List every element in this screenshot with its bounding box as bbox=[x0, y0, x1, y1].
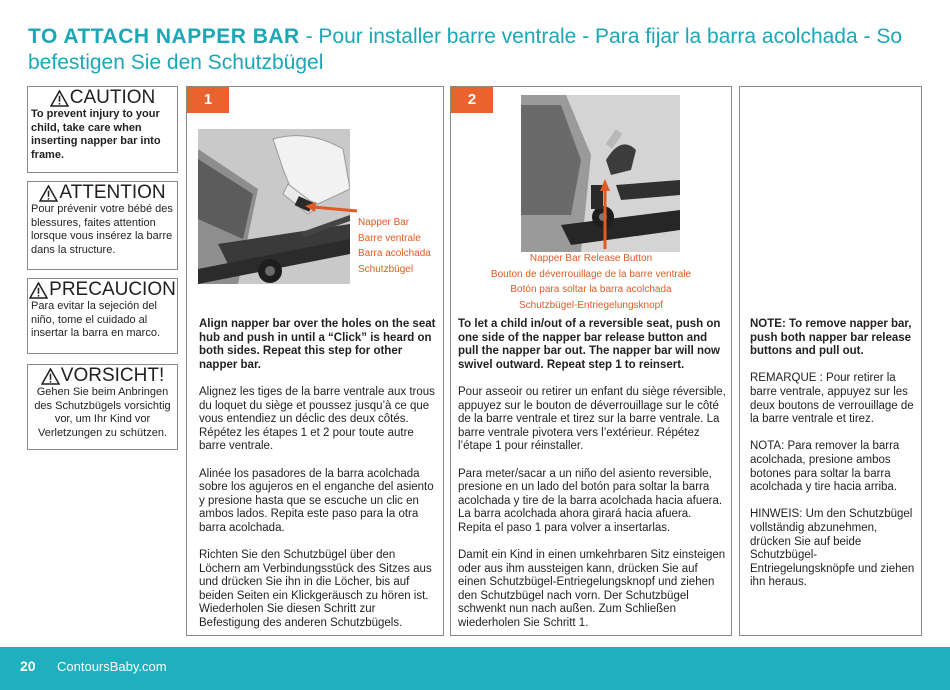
warning-triangle-icon bbox=[39, 185, 58, 202]
callout-label-en: Napper Bar Release Button bbox=[529, 253, 653, 264]
callout-label-de: Schutzbügel-Entriegelungsknopf bbox=[519, 299, 663, 311]
step-1-number: 1 bbox=[187, 87, 229, 113]
step-2-instructions bbox=[458, 318, 726, 644]
callout-label-fr: Bouton de déverrouillage de la barre ventrale bbox=[490, 268, 692, 280]
step-1-instructions bbox=[199, 318, 439, 644]
note-panel bbox=[739, 86, 922, 636]
step-2-text-fr: Pour asseoir ou retirer un enfant du siège réversible, appuyez sur le bouton de déverrouillage sur le côté de la barre ventrale et tirez sur la barre ventrale. La barre ventrale pivotera vers l’extérieur. Répétez l’étape 1 pour réinstaller. bbox=[458, 385, 726, 453]
precaucion-text: Para evitar la sejeción del niño, tome el cuidado al insertar la barra en marco. bbox=[31, 300, 160, 339]
vorsicht-box bbox=[27, 364, 178, 450]
step-2-text-es: Para meter/sacar a un niño del asiento reversible, presione en un lado del botón para soltar la barra acolchada y tire de la barra acolchada hacia afuera. La barra acolchada ahora girará hacia afuera. Repita el paso 1 para volver a insertarlas. bbox=[458, 467, 723, 534]
caution-heading-text: CAUTION bbox=[69, 87, 156, 108]
callout-arrow-icon bbox=[305, 202, 359, 216]
attention-heading-text: ATTENTION bbox=[59, 182, 166, 203]
page-number: 20 bbox=[20, 658, 36, 674]
note-text-en: NOTE: To remove napper bar, push both napper bar release buttons and pull out. bbox=[750, 318, 912, 358]
step-1-callout bbox=[358, 215, 443, 277]
warning-triangle-icon bbox=[29, 282, 48, 299]
note-text-fr: REMARQUE : Pour retirer la barre ventrale, appuyez sur les deux boutons de verrouillage de la barre ventrale et tirez. bbox=[750, 372, 914, 426]
step-1-text-en: Align napper bar over the holes on the seat hub and push in until a “Click” is heard on both sides. Repeat this step for other napper bar. bbox=[199, 318, 436, 371]
page-title bbox=[28, 24, 928, 76]
step-1-text-es: Alinée los pasadores de la barra acolchada sobre los agujeros en el enganche del asiento y presione hasta que se escuche un clic en ambos lados. Repita este paso para la otra barra acolchada. bbox=[199, 467, 434, 534]
warning-triangle-icon bbox=[50, 90, 69, 107]
vorsicht-text: Gehen Sie beim Anbringen des Schutzbügels vorsichtig vor, um Ihr Kind vor Verletzungen zu schützen. bbox=[34, 386, 171, 439]
footer-website: ContoursBaby.com bbox=[57, 659, 167, 674]
caution-box bbox=[27, 86, 178, 173]
callout-label-en: Napper Bar bbox=[358, 217, 410, 228]
attention-box bbox=[27, 181, 178, 270]
note-text-es: NOTA: Para remover la barra acolchada, presione ambos botones para soltar la barra acolchada y tire hacia arriba. bbox=[750, 440, 900, 494]
warning-triangle-icon bbox=[41, 368, 60, 385]
step-1-text-de: Richten Sie den Schutzbügel über den Löchern am Verbindungsstück des Sitzes aus und drücken Sie ihn in die Löcher, bis auf beiden Seiten ein Klickgeräusch zu hören ist. Wiederholen Sie diesen Schritt zur Befestigung des anderen Schutzbügels. bbox=[199, 549, 432, 630]
attention-text: Pour prévenir votre bébé des blessures, faites attention lorsque vous insérez la barre dans la structure. bbox=[31, 203, 173, 256]
step-1-text-fr: Alignez les tiges de la barre ventrale aux trous du loquet du siège et poussez jusqu’à ce que vous entendiez un déclic des deux côtés. Répétez les étapes 1 et 2 pour toute autre barre ventrale. bbox=[199, 385, 435, 453]
step-2-text-en: To let a child in/out of a reversible seat, push on one side of the napper bar release button and pull the napper bar out. The napper bar will now swivel outward. Repeat step 1 to reinsert. bbox=[458, 318, 721, 371]
caution-text: To prevent injury to your child, take care when inserting napper bar into frame. bbox=[31, 108, 161, 161]
callout-label-es: Botón para soltar la barra acolchada bbox=[510, 284, 672, 295]
step-1-panel bbox=[186, 86, 444, 636]
title-english: TO ATTACH NAPPER BAR bbox=[28, 25, 300, 48]
attention-heading bbox=[28, 183, 177, 203]
precaucion-box bbox=[27, 278, 178, 354]
vorsicht-heading-text: VORSICHT! bbox=[60, 365, 165, 386]
page-footer bbox=[0, 647, 950, 690]
note-text-de: HINWEIS: Um den Schutzbügel vollständig abzunehmen, drücken Sie auf beide Schutzbügel-Entriegelungsknöpfe und ziehen ihn heraus. bbox=[750, 508, 915, 589]
callout-label-es: Barra acolchada bbox=[358, 248, 431, 259]
step-2-callout bbox=[471, 251, 711, 313]
step-2-number: 2 bbox=[451, 87, 493, 113]
vorsicht-heading bbox=[28, 366, 177, 386]
callout-label-fr: Barre ventrale bbox=[358, 232, 421, 244]
precaucion-heading-text: PRECAUCION bbox=[49, 279, 176, 300]
callout-arrow-up-icon bbox=[600, 179, 610, 249]
precaucion-heading bbox=[28, 280, 177, 300]
step-2-text-de: Damit ein Kind in einen umkehrbaren Sitz einsteigen oder aus ihm aussteigen kann, drücken Sie auf einen Schutzbügel-Entriegelungsknopf und ziehen den Schutzbügel nach vorn. Der Schutzbügel schwenkt nun nach außen. Zum Schließen wiederholen Sie Schritt 1. bbox=[458, 549, 726, 630]
note-instructions bbox=[750, 318, 920, 603]
callout-label-de: Schutzbügel bbox=[358, 263, 414, 275]
caution-heading bbox=[28, 88, 177, 108]
step-2-panel bbox=[450, 86, 732, 636]
title-translations: - Pour installer barre ventrale - Para fijar la barra acolchada - So befestigen Sie den Schutzbügel bbox=[28, 25, 903, 74]
